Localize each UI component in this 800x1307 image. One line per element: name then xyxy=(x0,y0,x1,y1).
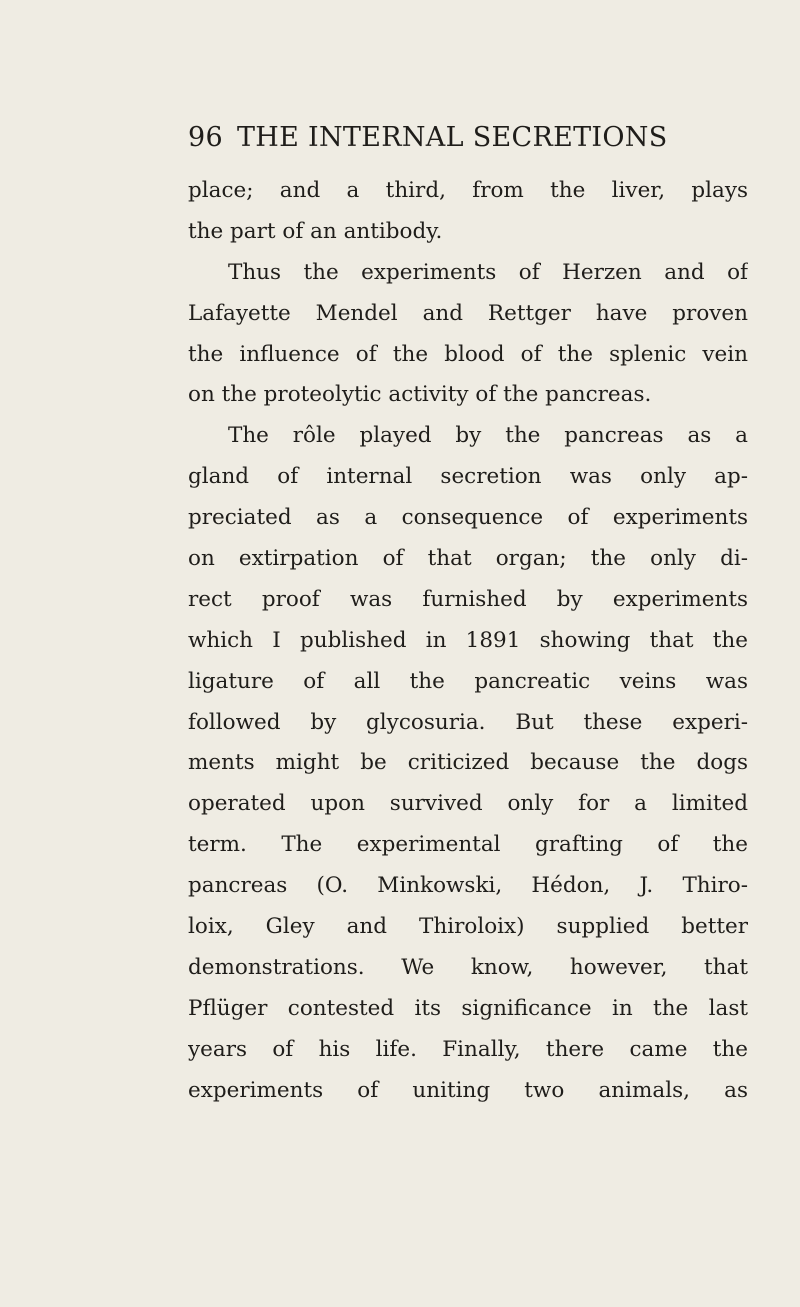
text-line: followed by glycosuria. But these experi- xyxy=(188,709,748,735)
text-line: demonstrations. We know, however, that xyxy=(188,954,748,980)
body-text xyxy=(188,171,748,1111)
text-line: pancreas (O. Minkowski, Hédon, J. Thiro- xyxy=(188,873,748,899)
text-line: gland of internal secretion was only ap- xyxy=(188,464,748,490)
text-line: term. The experimental grafting of the xyxy=(188,832,748,858)
text-line: preciated as a consequence of experiments xyxy=(188,505,748,531)
running-head-title: THE INTERNAL SECRETIONS xyxy=(236,122,668,153)
text-line: on the proteolytic activity of the pancreas. xyxy=(188,382,652,408)
page-number: 96 xyxy=(188,122,223,153)
text-line: place; and a third, from the liver, plays xyxy=(188,178,748,203)
text-line: the influence of the blood of the splenic vein xyxy=(188,341,748,367)
text-line: experiments of uniting two animals, as xyxy=(188,1077,748,1103)
text-line: The rôle played by the pancreas as a xyxy=(228,423,748,449)
text-line: Thus the experiments of Herzen and of xyxy=(228,259,748,285)
text-line: loix, Gley and Thiroloix) supplied better xyxy=(188,914,748,940)
text-line: the part of an antibody. xyxy=(188,218,443,244)
text-line: on extirpation of that organ; the only di- xyxy=(188,546,748,572)
text-line: which I published in 1891 showing that the xyxy=(188,627,748,653)
text-line: Lafayette Mendel and Rettger have proven xyxy=(188,300,748,326)
running-head xyxy=(188,116,748,160)
text-line: years of his life. Finally, there came the xyxy=(188,1036,748,1062)
text-line: Pflüger contested its significance in the last xyxy=(188,995,748,1021)
text-line: rect proof was furnished by experiments xyxy=(188,586,748,612)
text-line: operated upon survived only for a limited xyxy=(188,791,748,817)
text-line: ligature of all the pancreatic veins was xyxy=(188,668,748,694)
text-line: ments might be criticized because the dogs xyxy=(188,750,748,776)
